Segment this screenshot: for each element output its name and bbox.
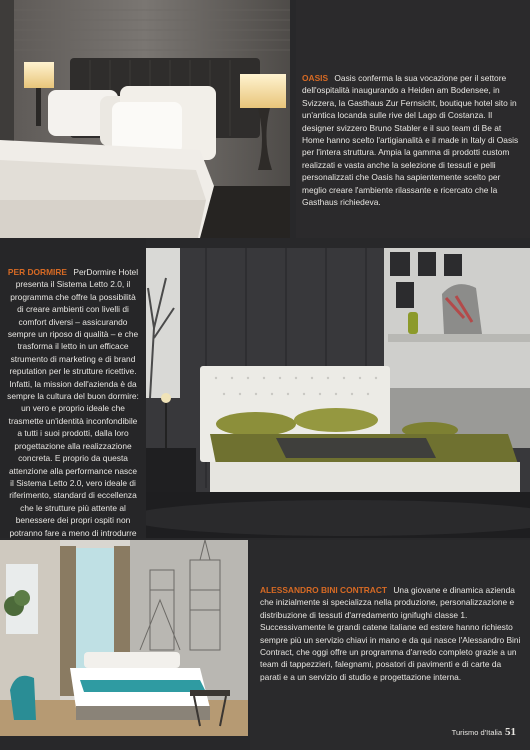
bini-text-column bbox=[250, 540, 530, 750]
magazine-name: Turismo d'Italia bbox=[451, 728, 502, 737]
perdormire-heading: PER DORMIRE bbox=[7, 267, 68, 277]
bini-heading: ALESSANDRO BINI CONTRACT bbox=[260, 585, 388, 595]
bini-body-text: Una giovane e dinamica azienda che inizialmente si specializza nella produzione, personalizzazione e distribuzione di tessuti d'arredamento ignifughi classe 1. Successivamente le grandi catene italiane ed estere hanno richiesto sempre più un servizio chiavi in mano e da qui nasce l'Alessandro Bini Contract, che oggi offre un programma d'arredo completo grazie a un team di tappezzieri, falegnami, posatori di pavimenti e di carte da parati e a un servizio di studio e progettazione interna. bbox=[260, 585, 521, 682]
page-number: 51 bbox=[505, 726, 516, 738]
oasis-paragraph bbox=[302, 72, 524, 208]
oasis-heading: OASIS bbox=[302, 73, 329, 83]
oasis-text-column bbox=[296, 0, 530, 238]
perdormire-paragraph bbox=[6, 266, 140, 551]
bini-paragraph bbox=[260, 584, 524, 683]
bini-bedroom-illustration bbox=[0, 540, 248, 736]
perdormire-bed-photo bbox=[146, 248, 530, 538]
perdormire-body-text: PerDormire Hotel presenta il Sistema Letto 2.0, il programma che offre la possibilità di creare ambienti con livelli di comfort diversi – assicurando sempre un riposo di qualità – e che trasforma il letto in un efficace strumento di marketing e di brand reputation per le strutture ricettive. Infatti, la mission dell'azienda è da sempre la cultura del buon dormire: un vero e proprio ideale che trasmette un'identità inconfondibile a tutti i suoi prodotti, dalla loro progettazione alla realizzazione concreta. E proprio da questa attenzione alla performance nasce il Sistema Letto 2.0, vero ideale di riferimento, standard di eccellenza che le strutture più attente al benessere dei propri ospiti non potranno fare a meno di introdurre bbox=[7, 267, 139, 538]
bini-hotel-room-photo bbox=[0, 540, 248, 736]
perdormire-bedroom-illustration bbox=[146, 248, 530, 538]
oasis-bedroom-illustration bbox=[0, 0, 290, 238]
oasis-body-text: Oasis conferma la sua vocazione per il settore dell'ospitalità inaugurando a Heiden am Bodensee, in Svizzera, la Gasthaus Zur Fernsicht, boutique hotel sito in un'antica locanda sulle rive del Lago di Costanza. Il designer svizzero Bruno Stabler e il suo team di Be at Home hanno scelto l'artigianalità e il made in Italy di Oasis per l'intera struttura. Ampia la gamma di prodotti custom realizzati e vasta anche la selezione di tessuti e pelli personalizzati che Oasis ha sapientemente scelto per meglio creare l'ambiente rilassante e ricercato che la Gasthaus richiedeva. bbox=[302, 73, 519, 208]
oasis-hotel-photo bbox=[0, 0, 290, 238]
perdormire-text-column bbox=[0, 238, 146, 538]
page-footer bbox=[452, 726, 516, 738]
